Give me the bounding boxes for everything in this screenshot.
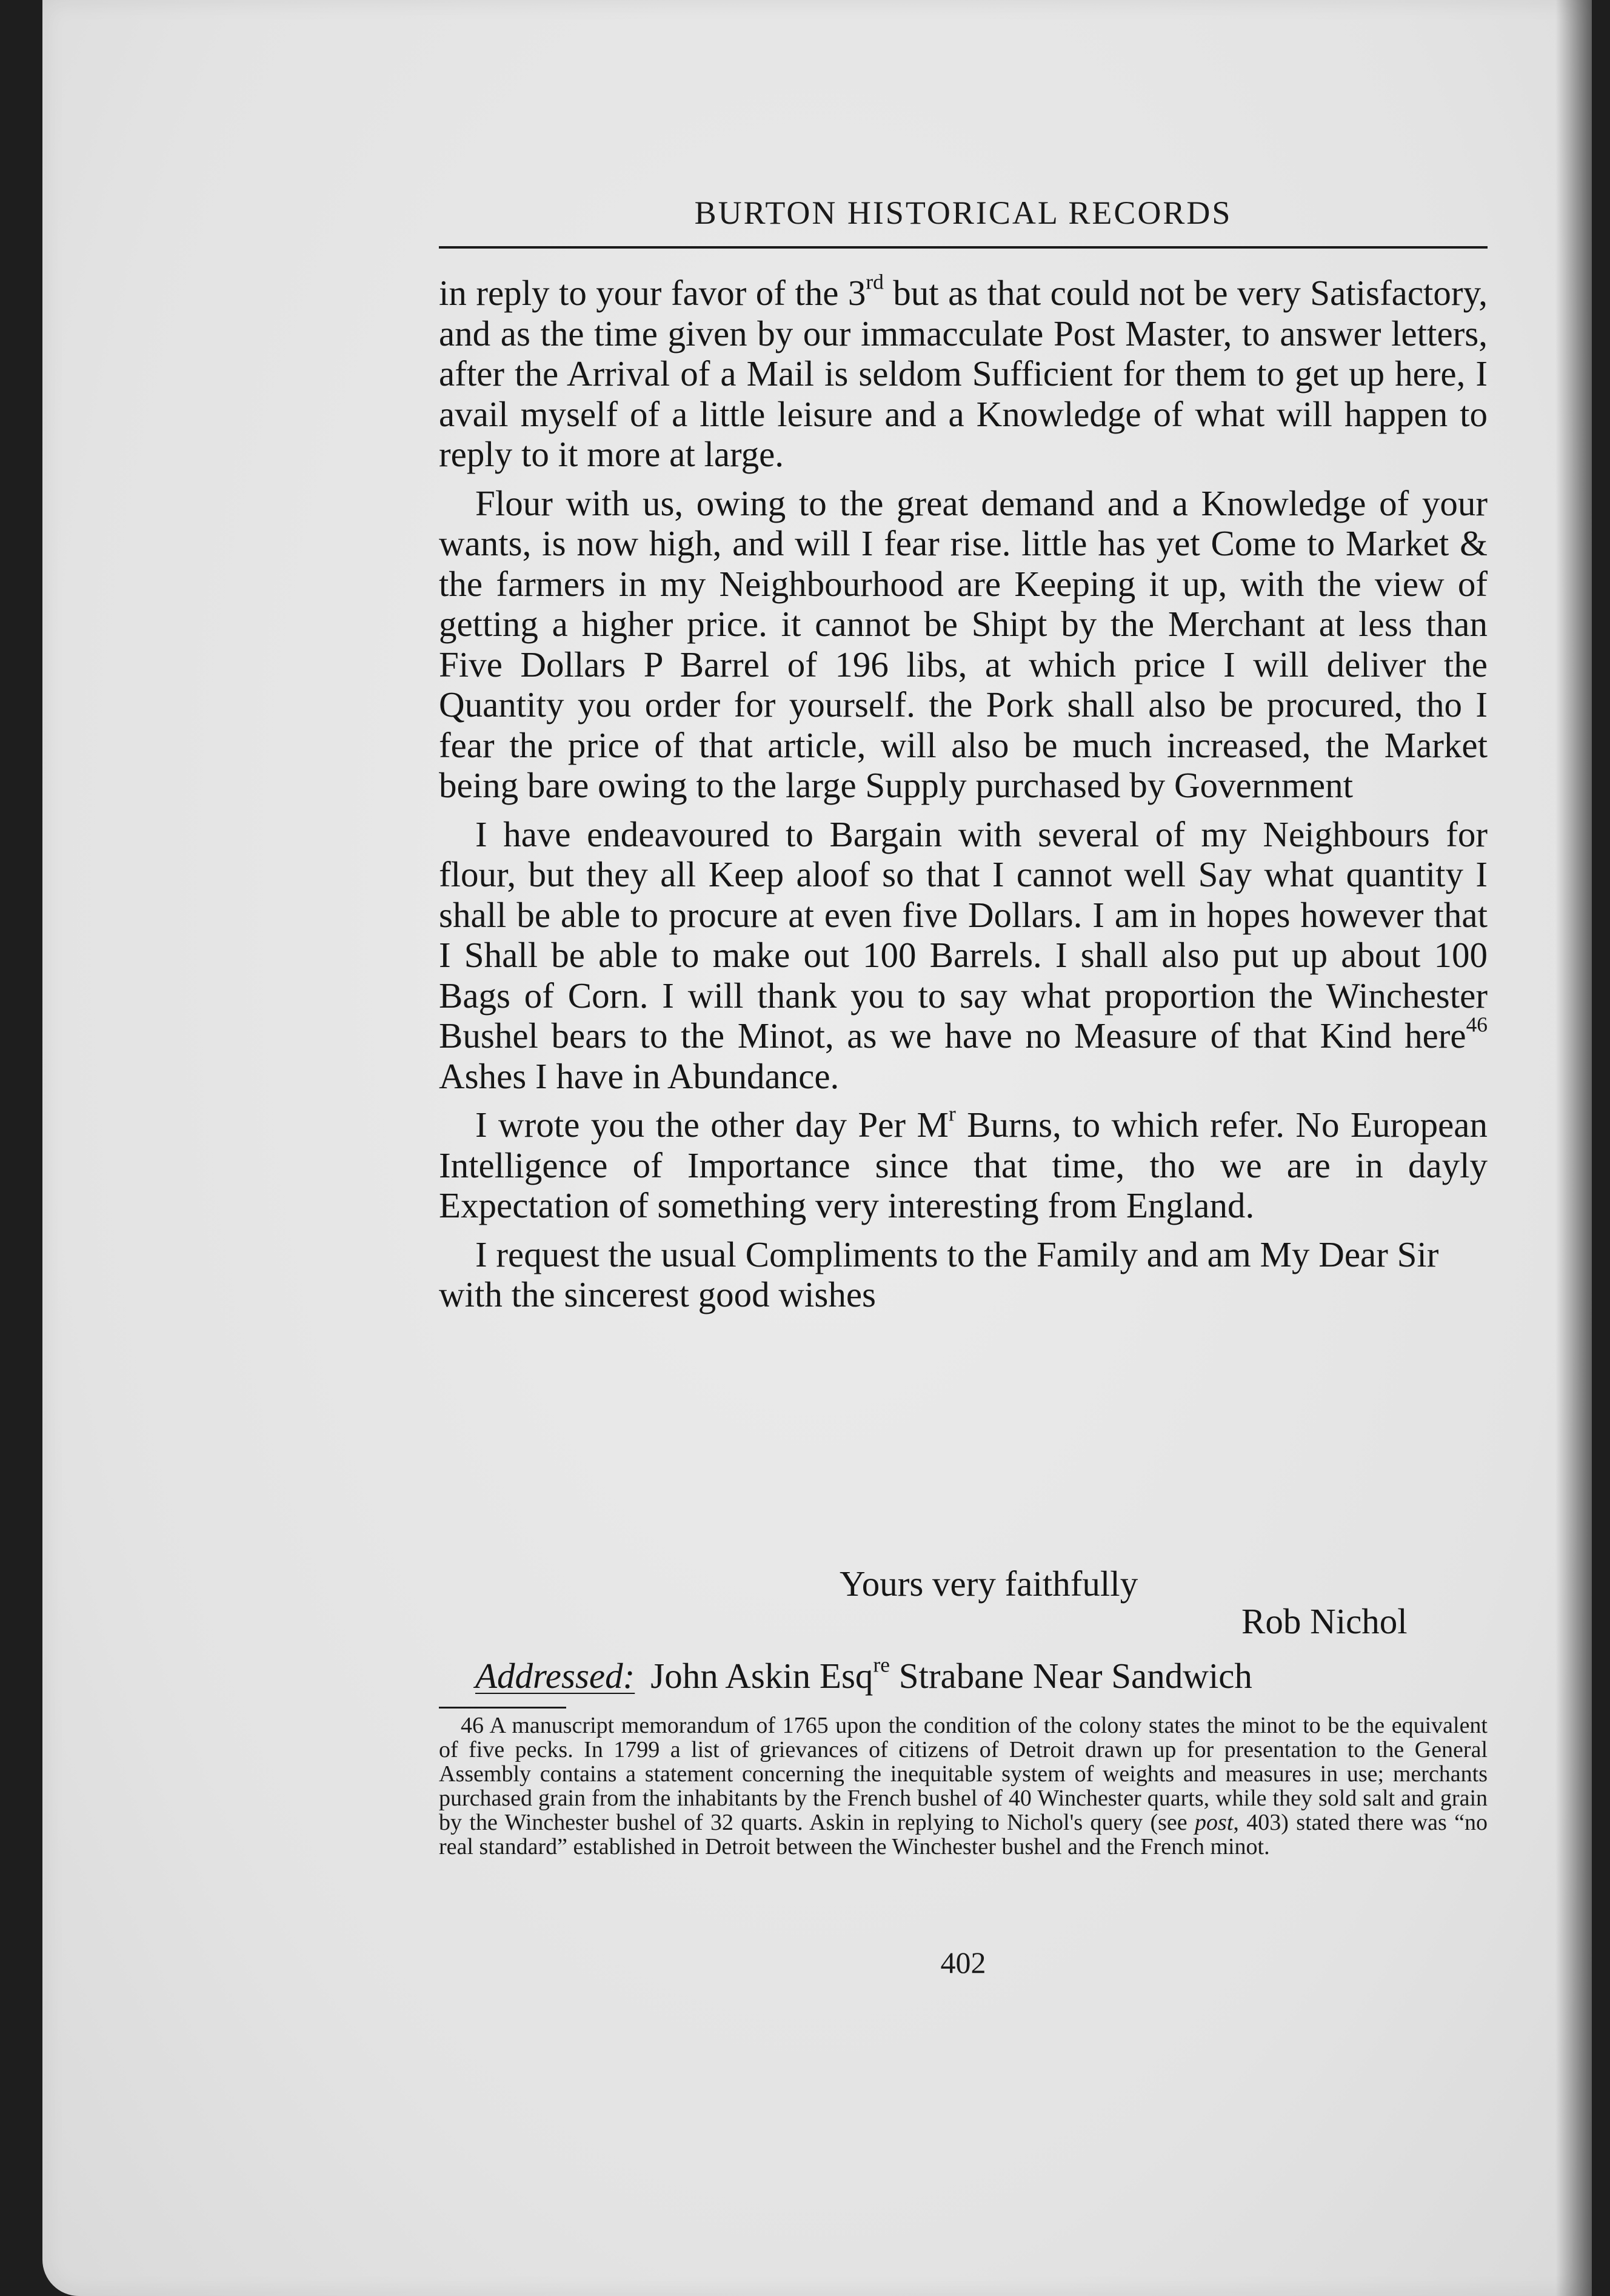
letter-body [439, 269, 1488, 1324]
footnote-text-a: 46 A manuscript memorandum of 1765 upon the condition of the colony states the minot to be the equivalent of five pecks. In 1799 a list of grievances of citizens of Detroit drawn up for presentation to the General Assembly contains a statement concerning the inequitable system of weights and measures in use; merchants purchased grain from the inhabitants by the French bushel of 40 Winchester quarts, while they sold salt and grain by the Winchester bushel of 32 quarts. Askin in replying to Nichol's query (see [439, 1713, 1488, 1835]
p1-text-b: but as that could not be very Satisfactory, and as the time given by our immacculate Post Master, to answer letters, after the Arrival of a Mail is seldom Sufficient for them to get up here, I avail myself of a little leisure and a Knowledge of what will happen to reply to it more at large. [439, 273, 1488, 474]
p4-text-a: I wrote you the other day Per M [475, 1105, 949, 1145]
running-head: BURTON HISTORICAL RECORDS [694, 195, 1232, 231]
p4-superscript: r [948, 1101, 956, 1126]
addressee-b: Strabane Near Sandwich [889, 1656, 1252, 1696]
running-head-rule [439, 246, 1488, 249]
footnote-46 [439, 1713, 1488, 1859]
footnote-rule [439, 1707, 566, 1709]
addressed-label: Addressed: [475, 1656, 635, 1696]
p1-superscript: rd [866, 269, 884, 294]
addressee-superscript: re [873, 1652, 890, 1677]
paragraph-3 [439, 814, 1488, 1097]
page-edge-shadow [1555, 0, 1592, 2296]
footnote-text-b: , 403) stated there was “no real standard” established in Detroit between the Winchester bushel and the French minot. [439, 1810, 1488, 1859]
addressee-a: John Askin Esq [650, 1656, 873, 1696]
paragraph-4 [439, 1101, 1488, 1226]
page-number: 402 [940, 1946, 986, 1980]
letter-signature: Rob Nichol [1241, 1601, 1408, 1641]
p4-text-b: Burns, to which refer. No European Intelligence of Importance since that time, tho we are in dayly Expectation of something very interesting from England. [439, 1105, 1488, 1225]
footnote-italic: post [1195, 1810, 1234, 1835]
paragraph-2: Flour with us, owing to the great demand and a Knowledge of your wants, is now high, and will I fear rise. little has yet Come to Market & the farmers in my Neighbourhood are Keeping it up, with the view of getting a higher price. it cannot be Shipt by the Merchant at less than Five Dollars P Barrel of 196 libs, at which price I will deliver the Quantity you order for yourself. the Pork shall also be procured, tho I fear the price of that article, will also be much increased, the Market being bare owing to the large Supply purchased by Government [439, 483, 1488, 805]
paragraph-5: I request the usual Compliments to the Family and am My Dear Sir with the sincerest good wishes [439, 1234, 1439, 1314]
footnote-reference: 46 [1466, 1012, 1488, 1037]
address-line [475, 1652, 1252, 1697]
p3-text-b: Ashes I have in Abundance. [439, 1056, 840, 1096]
p1-text-a: in reply to your favor of the 3 [439, 273, 866, 313]
paragraph-1 [439, 269, 1488, 475]
p3-text-a: I have endeavoured to Bargain with several of my Neighbours for flour, but they all Keep aloof so that I cannot well Say what quantity I shall be able to procure at even five Dollars. I am in hopes however that I Shall be able to make out 100 Barrels. I shall also put up about 100 Bags of Corn. I will thank you to say what proportion the Winchester Bushel bears to the Minot, as we have no Measure of that Kind here [439, 814, 1488, 1056]
letter-closing: Yours very faithfully [840, 1564, 1138, 1604]
